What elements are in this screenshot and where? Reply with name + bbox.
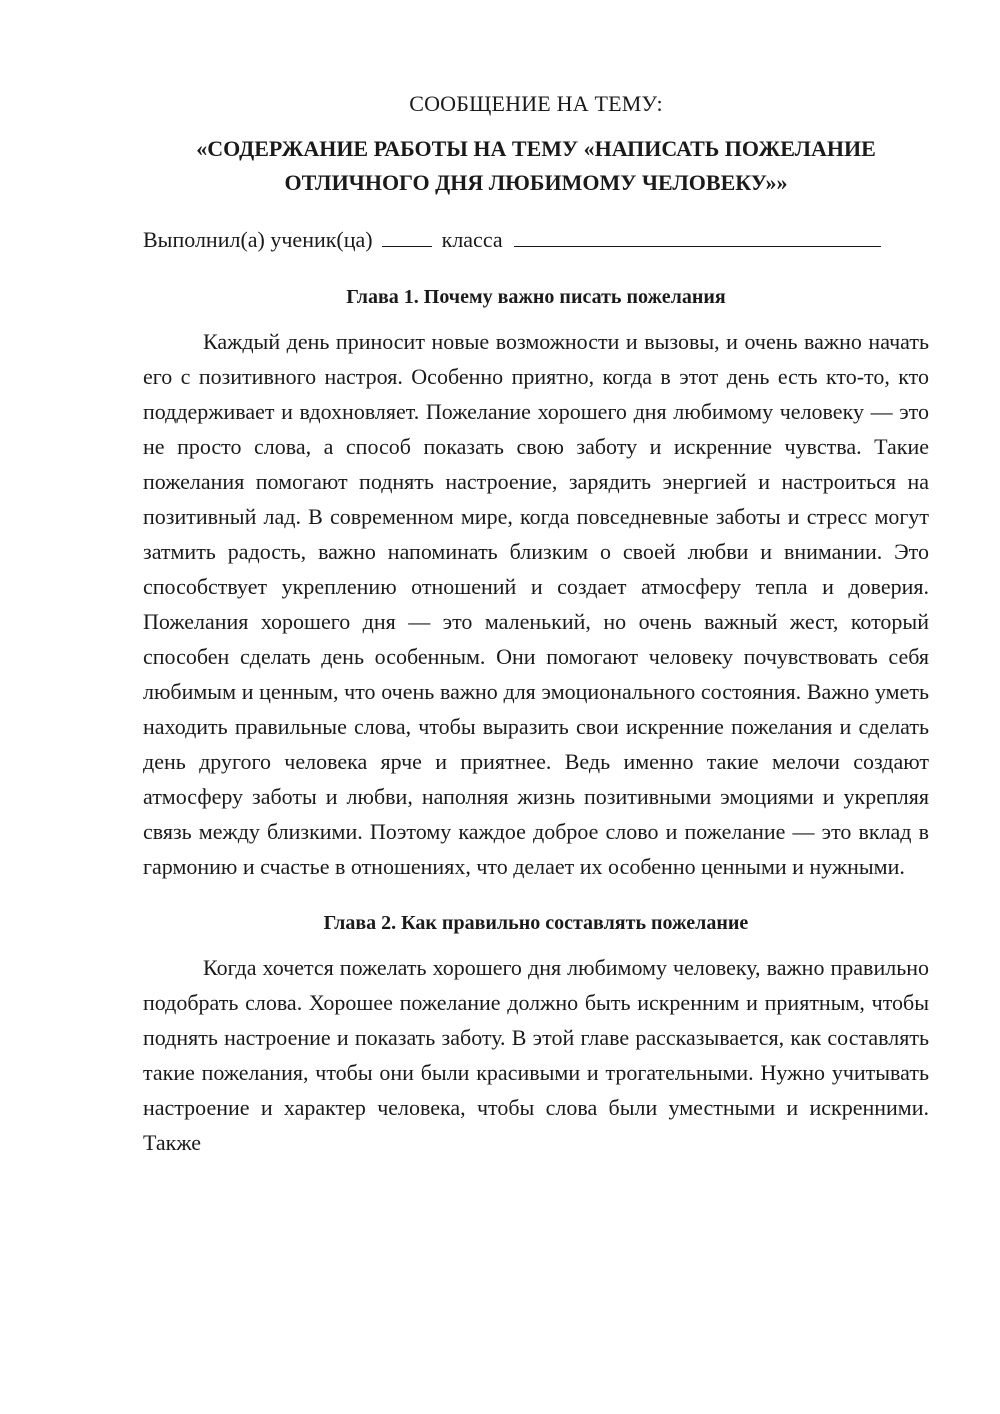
- chapter-2-heading: Глава 2. Как правильно составлять пожелание: [323, 912, 749, 934]
- chapter-2-paragraph: Когда хочется пожелать хорошего дня любимому человеку, важно правильно подобрать слова. Хорошее пожелание должно быть искренним и приятным, чтобы поднять настроение и показать заботу. В этой главе рассказывается, как составлять такие пожелания, чтобы они были красивыми и трогательными. Нужно учитывать настроение и характер человека, чтобы слова были уместными и искренними. Также: [143, 955, 929, 1155]
- class-label: класса: [441, 227, 503, 252]
- document-page: [143, 90, 929, 1186]
- document-title-line-2: ОТЛИЧНОГО ДНЯ ЛЮБИМОМУ ЧЕЛОВЕКУ»»: [284, 170, 788, 195]
- author-label: Выполнил(а) ученик(ца): [143, 227, 373, 252]
- name-blank: [514, 226, 881, 247]
- document-kicker: СООБЩЕНИЕ НА ТЕМУ:: [409, 91, 663, 116]
- grade-blank: [382, 226, 432, 247]
- chapter-1-paragraph: Каждый день приносит новые возможности и вызовы, и очень важно начать его с позитивного настроя. Особенно приятно, когда в этот день есть кто-то, кто поддерживает и вдохновляет. Пожелание хорошего дня любимому человеку — это не просто слова, а способ показать свою заботу и искренние чувства. Такие пожелания помогают поднять настроение, зарядить энергией и настроиться на позитивный лад. В современном мире, когда повседневные заботы и стресс могут затмить радость, важно напоминать близким о своей любви и внимании. Это способствует укреплению отношений и создает атмосферу тепла и доверия. Пожелания хорошего дня — это маленький, но очень важный жест, который способен сделать день особенным. Они помогают человеку почувствовать себя любимым и ценным, что очень важно для эмоционального состояния. Важно уметь находить правильные слова, чтобы выразить свои искренние пожелания и сделать день другого человека ярче и приятнее. Ведь именно такие мелочи создают атмосферу заботы и любви, наполняя жизнь позитивными эмоциями и укрепляя связь между близкими. Поэтому каждое доброе слово и пожелание — это вклад в гармонию и счастье в отношениях, что делает их особенно ценными и нужными.: [143, 329, 929, 879]
- author-signature-line: [143, 226, 929, 254]
- chapter-1-heading: Глава 1. Почему важно писать пожелания: [346, 286, 726, 308]
- document-title: [143, 132, 929, 200]
- document-title-line-1: «СОДЕРЖАНИЕ РАБОТЫ НА ТЕМУ «НАПИСАТЬ ПОЖЕЛАНИЕ: [196, 136, 876, 161]
